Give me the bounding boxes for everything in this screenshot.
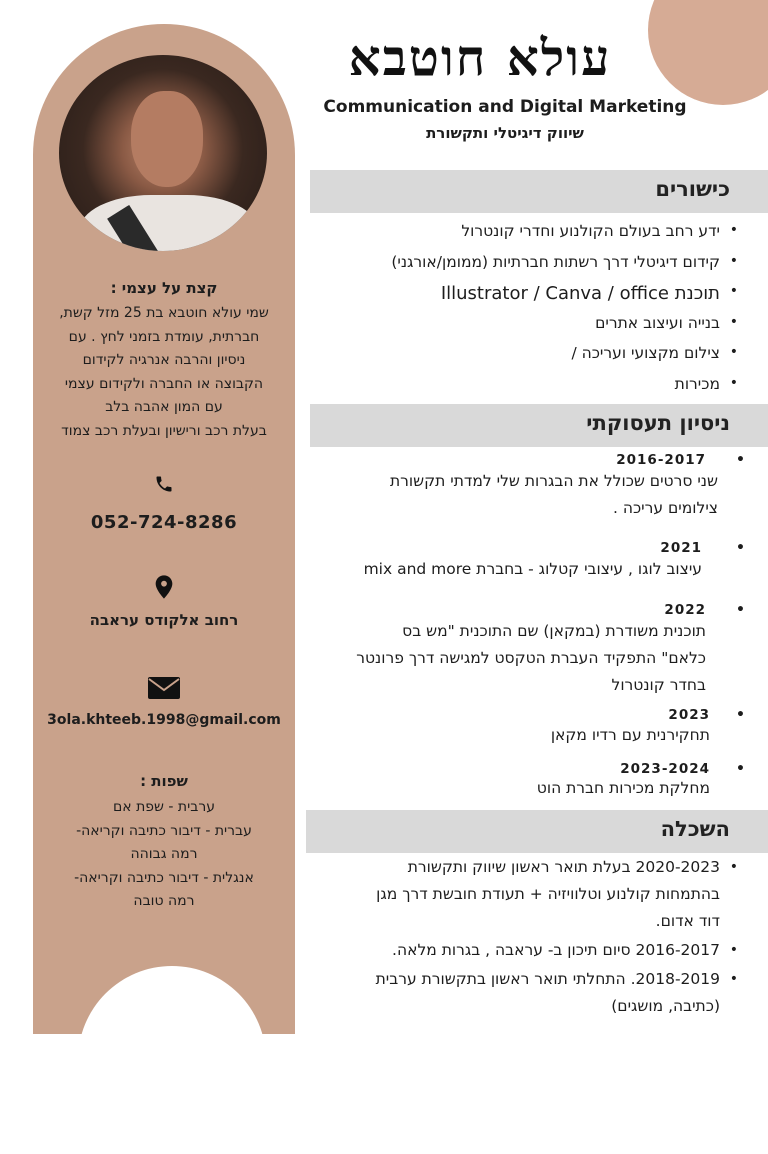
envelope-icon	[148, 677, 180, 699]
phone-number[interactable]: 052-724-8286	[90, 512, 238, 533]
person-name: עולא חוטבא	[348, 28, 612, 87]
email-address[interactable]: 3ola.khteeb.1998@gmail.com	[47, 712, 281, 728]
experience-item: • 2016-2017 שני סרטים שכולל את הבגרות שלי למדתי תקשורת צילומים עריכה .	[290, 452, 740, 522]
about-text: שמי עולא חוטבא בת 25 מזל קשת, חברתית, עומדת בזמני לחץ . עם ניסיון והרבה אנרגיה לקידום הקבוצה או החברה ולקידום עצמי עם המון אהבה בלב בעלת רכב ורישיון ובעלת רכב צמוד	[59, 305, 269, 439]
list-item: • קידום דיגיטלי דרך רשתות חברתיות (ממומן/אורגני)	[290, 253, 740, 284]
location-pin-icon	[154, 574, 174, 600]
experience-item: • 2022 תוכנית משודרת (במקאן) שם התוכנית "מש בס כלאם" התפקיד העברת הטקסט למגישה דרך פרונטר בחדר קונטרול	[290, 602, 740, 699]
experience-years: • 2023-2024	[290, 761, 740, 777]
experience-years: • 2022	[290, 602, 740, 618]
education-list	[300, 854, 740, 1022]
experience-heading: ניסיון תעסוקתי	[586, 411, 730, 435]
job-title-english: Communication and Digital Marketing	[323, 97, 687, 117]
experience-years: • 2021	[290, 540, 740, 556]
profile-photo	[59, 55, 267, 251]
list-item: • 2016-2017 סיום תיכון ב- עראבה , בגרות מלאה.	[300, 937, 740, 964]
experience-item: • 2023-2024 מחלקת מכירות חברת הוט	[290, 761, 740, 799]
list-item: • 2018-2019. התחלתי תואר ראשון בתקשורת ערבית (כתיבה, מושגים)	[300, 966, 740, 1020]
skills-list	[290, 222, 740, 405]
experience-item: • 2023 תחקירנית עם רדיו מקאן	[290, 707, 740, 747]
list-item: • 2020-2023 בעלת תואר ראשון שיווק ותקשורת בהתמחות קולנוע וטלוויזיה + תעודת חובשת דרך מגן דוד אדום.	[300, 854, 740, 935]
list-item: • תוכנת Illustrator / Canva / office	[290, 283, 740, 314]
experience-years: • 2016-2017	[290, 452, 740, 468]
languages-list: ערבית - שפת אם עברית - דיבור כתיבה וקריאה- רמה גבוהה אנגלית - דיבור כתיבה וקריאה- רמה טובה	[74, 799, 254, 909]
decorative-circle-top-right	[648, 0, 768, 105]
skills-heading: כישורים	[655, 177, 730, 201]
education-heading-band	[306, 810, 768, 853]
experience-item: • 2021 עיצוב לוגו , עיצובי קטלוג - בחברת mix and more	[290, 540, 740, 583]
address: רחוב אלקודס עראבה	[89, 611, 239, 629]
list-item: • מכירות	[290, 375, 740, 406]
phone-icon	[154, 473, 174, 495]
about-title: קצת על עצמי :	[110, 279, 218, 297]
experience-years: • 2023	[290, 707, 740, 723]
list-item: • ידע רחב בעולם הקולנוע וחדרי קונטרול	[290, 222, 740, 253]
experience-heading-band	[310, 404, 768, 447]
job-title-hebrew: שיווק דיגיטלי ותקשורת	[426, 124, 584, 142]
skills-heading-band	[310, 170, 768, 213]
education-heading: השכלה	[660, 817, 730, 841]
decorative-circle-bottom	[78, 966, 266, 1154]
languages-title: שפות :	[140, 772, 188, 790]
list-item: • בנייה ועיצוב אתרים	[290, 314, 740, 345]
list-item: • צילום מקצועי ועריכה /	[290, 344, 740, 375]
